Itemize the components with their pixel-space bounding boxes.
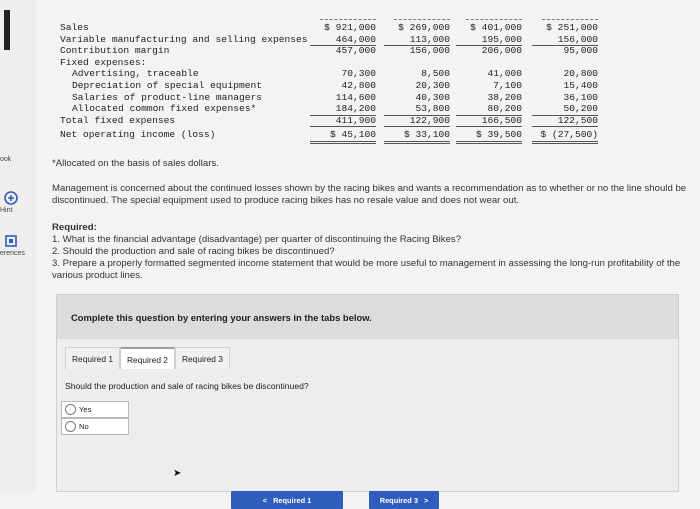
row-label: Advertising, traceable (72, 68, 199, 80)
rail-item-hint[interactable] (0, 191, 36, 214)
rail-item-label: erences (0, 250, 25, 257)
tab-required-2[interactable]: Required 2 (120, 347, 175, 369)
tab-bar (65, 347, 230, 369)
option-yes[interactable] (61, 401, 129, 418)
column-header-rule (320, 19, 376, 22)
chevron-left-icon: < (262, 495, 268, 505)
segment-value: 41,000 (487, 68, 522, 80)
row-label: Depreciation of special equipment (72, 79, 262, 91)
rail-item-ebook[interactable] (0, 156, 36, 163)
next-button-label: Required 3 (379, 495, 418, 505)
option-no[interactable] (61, 418, 129, 435)
rail-marker (4, 10, 10, 50)
statement-row (58, 129, 618, 141)
column-header-rule (542, 19, 598, 22)
segment-value: 20,800 (563, 68, 598, 80)
statement-row (58, 45, 618, 57)
row-label: Sales (60, 22, 89, 33)
side-rail (0, 0, 36, 493)
required-item: 2. Should the production and sale of racing bikes be discontinued? (52, 246, 335, 257)
segment-value: 113,000 (384, 34, 450, 47)
footnote: *Allocated on the basis of sales dollars. (52, 158, 219, 169)
segment-value: 195,000 (456, 34, 522, 47)
total-value: 457,000 (335, 45, 376, 57)
row-label: Variable manufacturing and selling expenses (60, 33, 308, 45)
segment-value: $ 33,100 (384, 129, 450, 144)
segment-value: 122,900 (384, 115, 450, 128)
segment-value: 38,200 (487, 91, 522, 103)
segment-value: $ 251,000 (546, 22, 598, 33)
tab-required-1[interactable]: Required 1 (65, 347, 120, 369)
income-statement (58, 22, 618, 141)
segment-value: 7,100 (493, 79, 522, 91)
tab-required-3[interactable]: Required 3 (175, 347, 230, 369)
segment-value: 156,000 (409, 45, 450, 57)
total-value: $ 45,100 (310, 129, 376, 144)
column-header-rule (394, 19, 450, 22)
rail-item-label: Hint (0, 207, 13, 214)
statement-row (58, 57, 618, 69)
radio-icon[interactable] (65, 421, 76, 432)
statement-row (58, 68, 618, 80)
column-header-rule (466, 19, 522, 22)
next-button[interactable] (369, 491, 439, 509)
segment-value: 50,200 (532, 103, 598, 116)
segment-value: 156,000 (532, 34, 598, 47)
statement-row (58, 34, 618, 46)
segment-value: $ 401,000 (470, 22, 522, 33)
row-label: Allocated common fixed expenses* (72, 103, 257, 115)
row-label: Contribution margin (60, 45, 170, 57)
required-item: 1. What is the financial advantage (disadvantage) per quarter of discontinuing the Racing Bikes? (52, 234, 462, 245)
segment-value: 122,500 (532, 115, 598, 128)
hint-icon (4, 191, 18, 205)
row-label: Net operating income (loss) (60, 129, 216, 141)
required-title: Required: (52, 222, 97, 233)
segment-value: 80,200 (456, 103, 522, 116)
segment-value: 8,500 (421, 68, 450, 80)
total-value: 411,900 (310, 115, 376, 128)
row-label: Salaries of product-line managers (72, 91, 262, 103)
segment-value: 40,300 (415, 91, 450, 103)
segment-value: 15,400 (563, 79, 598, 91)
option-label: Yes (79, 405, 92, 414)
segment-value: 53,800 (384, 103, 450, 116)
total-value: 42,800 (341, 79, 376, 91)
panel-instruction: Complete this question by entering your answers in the tabs below. (57, 295, 678, 339)
rail-item-references[interactable] (0, 234, 36, 257)
row-label: Fixed expenses: (60, 56, 147, 68)
segment-value: 36,100 (563, 91, 598, 103)
segment-value: 206,000 (481, 45, 522, 57)
segment-value: $ (27,500) (532, 129, 598, 144)
segment-value: 95,000 (563, 45, 598, 57)
total-value: 114,600 (335, 91, 376, 103)
answer-panel (56, 294, 679, 505)
cursor-icon: ➤ (173, 468, 182, 479)
statement-row (58, 103, 618, 115)
required-item: 3. Prepare a properly formatted segmented income statement that would be more useful to management in assessing the long-run profitability of the various product lines. (52, 258, 681, 281)
segment-value: 20,300 (415, 79, 450, 91)
prev-button[interactable] (231, 491, 343, 509)
segment-value: $ 39,500 (456, 129, 522, 144)
total-value: $ 921,000 (324, 22, 376, 33)
panel-body (57, 339, 678, 505)
question-text: Should the production and sale of racing bikes be discontinued? (65, 381, 309, 391)
management-paragraph: Management is concerned about the continued losses shown by the racing bikes and wants a recommendation as to whether or no the line should be discontinued. The special equipment used to produce racing bikes has no resale value and does not wear out. (52, 183, 687, 206)
statement-row (58, 22, 618, 34)
statement-row (58, 115, 618, 127)
radio-icon[interactable] (65, 404, 76, 415)
row-label: Total fixed expenses (60, 114, 176, 126)
statement-row (58, 80, 618, 92)
segment-value: 166,500 (456, 115, 522, 128)
statement-row (58, 92, 618, 104)
option-label: No (79, 422, 89, 431)
references-icon (4, 234, 18, 248)
chevron-right-icon: > (423, 495, 429, 505)
prev-button-label: Required 1 (273, 495, 312, 505)
rail-item-label: ook (0, 156, 12, 163)
total-value: 70,300 (341, 68, 376, 80)
required-section (52, 222, 700, 282)
total-value: 464,000 (310, 34, 376, 47)
total-value: 184,200 (310, 103, 376, 116)
segment-value: $ 269,000 (398, 22, 450, 33)
